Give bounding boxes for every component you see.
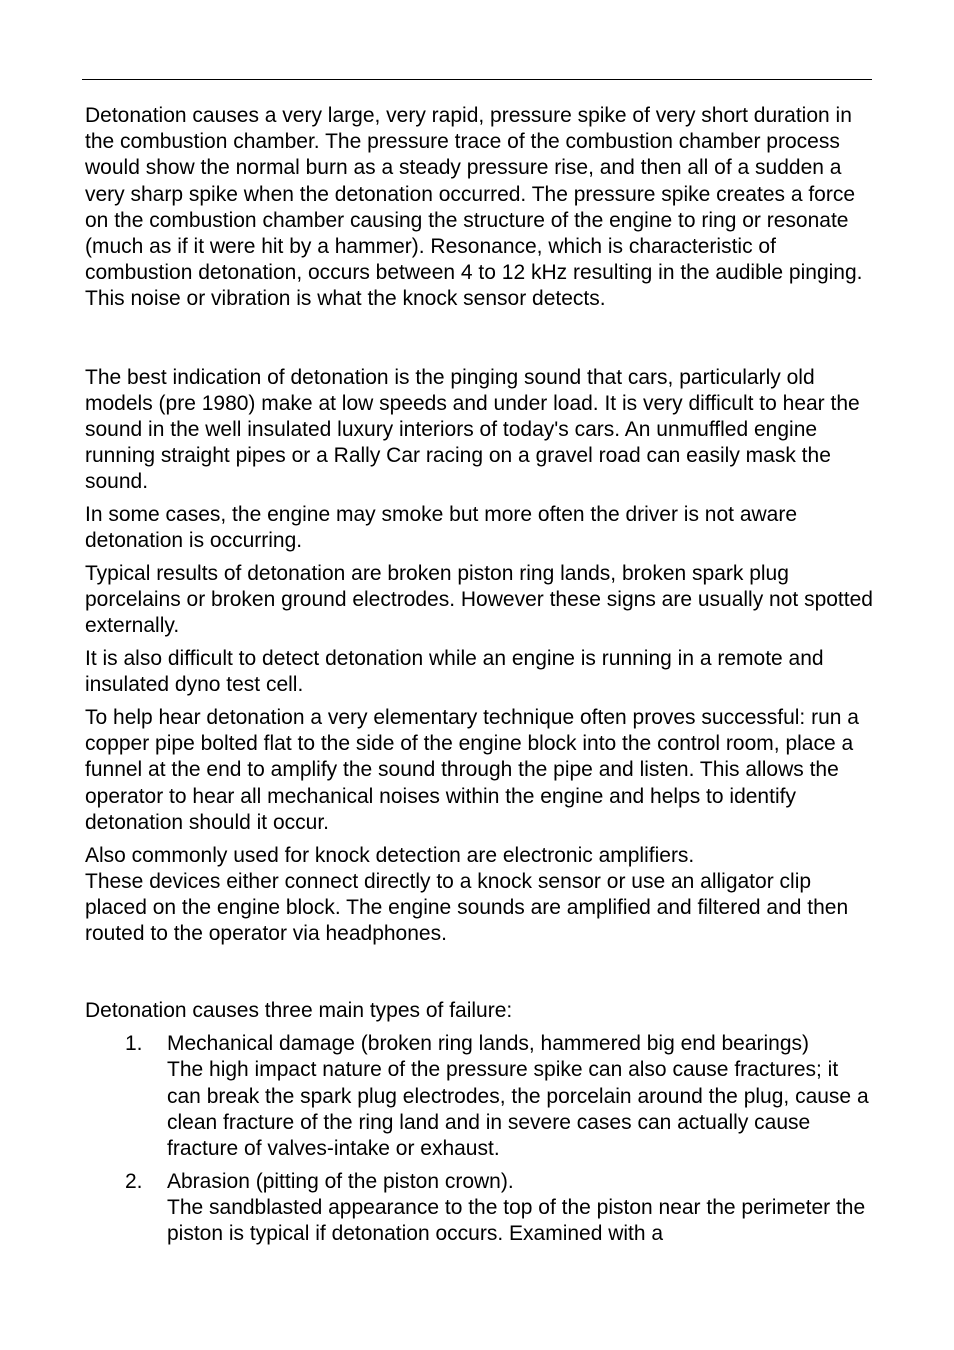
list-item-title: Mechanical damage (broken ring lands, hammered big end bearings)	[167, 1032, 810, 1056]
list-item-body: The sandblasted appearance to the top of the piston near the perimeter the piston is typical if detonation occurs. Examined with a	[167, 1195, 866, 1246]
list-item-number: 2.	[125, 1169, 143, 1193]
failure-list	[85, 1031, 875, 1247]
list-item-number: 1.	[125, 1032, 143, 1056]
paragraph-copper-pipe: To help hear detonation a very elementary technique often proves successful: run a copper pipe bolted flat to the side of the engine block into the control room, place a funnel at the end to amplify the sound through the pipe and listen. This allows the operator to hear all mechanical noises within the engine and helps to identify detonation should it occur.	[85, 706, 859, 834]
paragraph-detonation-spike: Detonation causes a very large, very rapid, pressure spike of very short duration in the combustion chamber. The pressure trace of the combustion chamber process would show the normal burn as a steady pressure rise, and then all of a sudden a very sharp spike when the detonation occurred. The pressure spike creates a force on the combustion chamber causing the structure of the engine to ring or resonate (much as if it were hit by a hammer). Resonance, which is characteristic of combustion detonation, occurs between 4 to 12 kHz resulting in the audible pinging. This noise or vibration is what the knock sensor detects.	[85, 104, 863, 311]
amplifiers-line-1: Also commonly used for knock detection are electronic amplifiers.	[85, 843, 695, 867]
amplifiers-line-2: These devices either connect directly to a knock sensor or use an alligator clip placed on the engine block. The engine sounds are amplified and filtered and then routed to the operator via headphones.	[85, 869, 849, 946]
paragraph-smoke: In some cases, the engine may smoke but more often the driver is not aware detonation is occurring.	[85, 503, 798, 553]
header-rule	[82, 79, 872, 80]
list-item-title: Abrasion (pitting of the piston crown).	[167, 1169, 514, 1193]
paragraph-failure-intro: Detonation causes three main types of failure:	[85, 999, 513, 1023]
document-body	[85, 103, 875, 1254]
list-item-body: The high impact nature of the pressure spike can also cause fractures; it can break the spark plug electrodes, the porcelain around the plug, cause a clean fracture of the ring land and in severe cases can actually cause fracture of valves-intake or exhaust.	[167, 1058, 869, 1160]
paragraph-dyno: It is also difficult to detect detonation while an engine is running in a remote and insulated dyno test cell.	[85, 647, 824, 697]
paragraph-typical-results: Typical results of detonation are broken piston ring lands, broken spark plug porcelains or broken ground electrodes. However these signs are usually not spotted externally.	[85, 562, 873, 638]
list-item	[85, 1169, 875, 1248]
list-item	[85, 1031, 875, 1162]
paragraph-best-indication: The best indication of detonation is the pinging sound that cars, particularly old models (pre 1980) make at low speeds and under load. It is very difficult to hear the sound in the well insulated luxury interiors of today's cars. An unmuffled engine running straight pipes or a Rally Car racing on a gravel road can easily mask the sound.	[85, 365, 860, 494]
paragraph-amplifiers	[85, 843, 875, 948]
